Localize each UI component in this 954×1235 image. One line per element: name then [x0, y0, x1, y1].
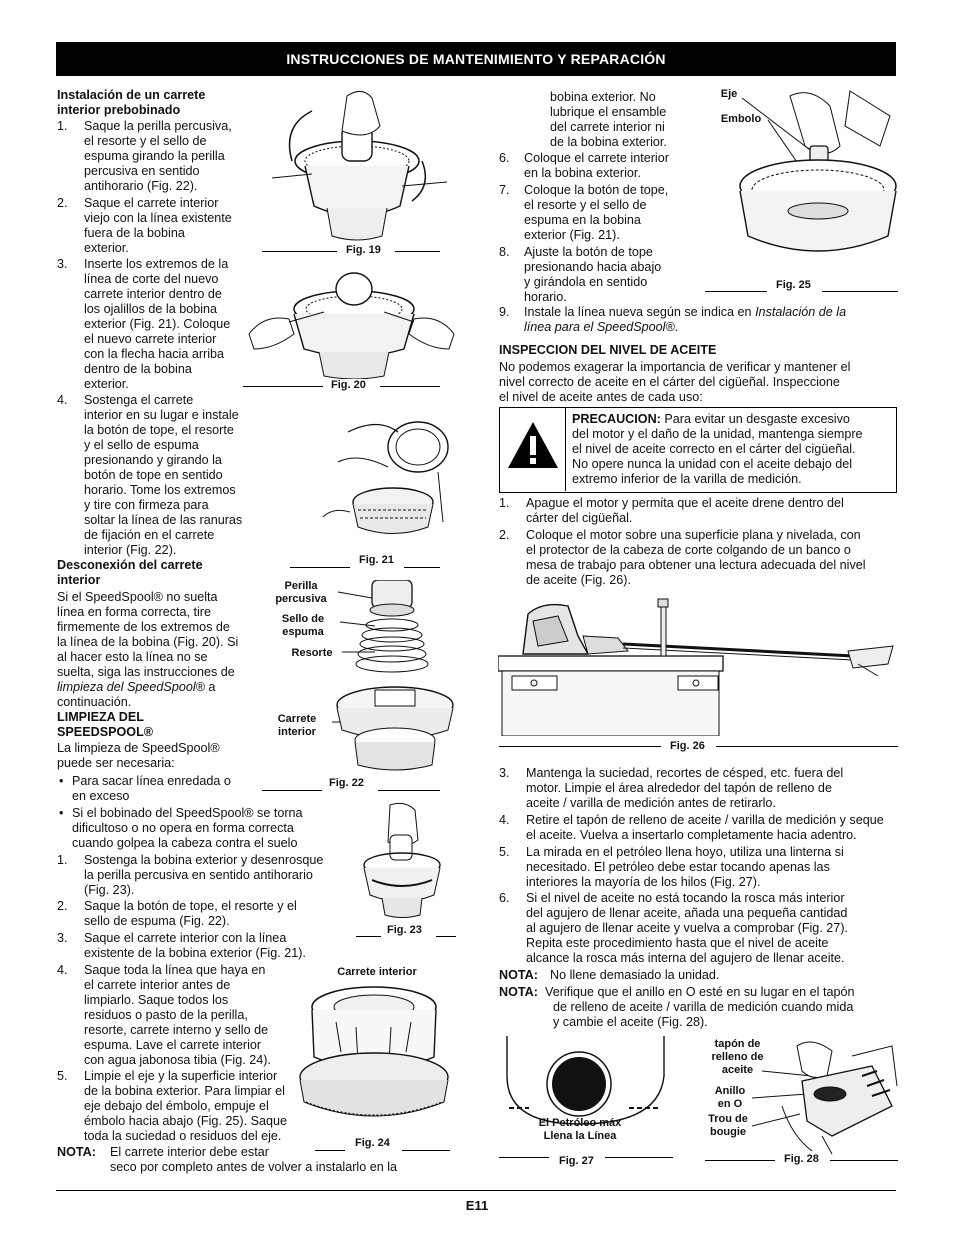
oil-step-4: 4. Retire el tapón de relleno de aceite / varilla de medición y seque el aceite. Vuelva a insertarlo completamente hacia adentro. [499, 813, 884, 842]
caution-text: PRECAUCION: Para evitar un desgaste excesivo del motor y el daño de la unidad, mantenga siempre el nivel de aceite correcto en el cárter del cigüeñal. No opere nunca la unidad con el aceite debajo del extremo inferior de la varilla de medición. [572, 412, 863, 486]
label-perilla-percusiva: Perilla percusiva [275, 580, 327, 605]
fig23-caption: Fig. 23 [387, 924, 422, 936]
label-carrete-interior: Carrete interior [277, 713, 317, 738]
note-dry: NOTA: El carrete interior debe estar seco por completo antes de volver a instalarlo en la [57, 1145, 398, 1174]
fig21-caption: Fig. 21 [359, 554, 394, 566]
fig28-rule-right [830, 1160, 898, 1161]
fig24-rule-left [315, 1150, 345, 1151]
fig20-caption: Fig. 20 [331, 379, 366, 391]
fig24-caption: Fig. 24 [355, 1137, 390, 1149]
oil-step-3: 3. Mantenga la suciedad, recortes de césped, etc. fuera del motor. Limpie el área alrededor del tapón de relleno de aceite / varilla de medición antes de retirarlo. [499, 766, 844, 810]
label-eje: Eje [720, 88, 738, 100]
caution-box [499, 407, 897, 493]
label-resorte: Resorte [291, 647, 333, 659]
clean-step-3: 3. Saque el carrete interior con la línea existente de la bobina exterior (Fig. 21). [57, 931, 306, 960]
continued-text: bobina exterior. No lubrique el ensamble del carrete interior ni de la bobina exterior. [550, 90, 667, 149]
fig28-rule-left [705, 1160, 775, 1161]
label-anillo: Anillo en O [714, 1085, 746, 1110]
clean-step-4: 4. Saque toda la línea que haya en el carrete interior antes de limpiarlo. Saque todos los residuos o pasto de la perilla, resorte, carrete interno y sello de espuma. Lave el carrete interior con agua jabonosa tibia (Fig. 24). [57, 963, 271, 1067]
clean-step-2: 2. Saque la botón de tope, el resorte y el sello de espuma (Fig. 22). [57, 899, 297, 928]
fig22-rule-left [262, 790, 322, 791]
clean-step-5: 5. Limpie el eje y la superficie interior de la bobina exterior. Para limpiar el eje debajo del émbolo, empuje el émbolo hacia abajo (Fig. 25). Saque toda la suciedad o residuos del eje. [57, 1069, 288, 1143]
fig27-rule-left [499, 1157, 549, 1158]
fig25-rule-right [822, 291, 898, 292]
install-title: Instalación de un carrete interior prebobinado [57, 88, 206, 117]
fig26-rule-left [499, 746, 661, 747]
cleaning-intro: La limpieza de SpeedSpool® puede ser necesaria: [57, 741, 220, 770]
fig19-caption: Fig. 19 [346, 244, 381, 256]
install-step-3: 3. Inserte los extremos de la línea de corte del nuevo carrete interior dentro de los ojalillos de la bobina exterior (Fig. 21). Coloque el nuevo carrete interior con la flecha hacia arriba dentro de la bobina exterior. [57, 257, 231, 391]
install-step-4: 4. Sostenga el carrete interior en su lugar e instale la botón de tope, el resorte y el sello de espuma presionando y girando la botón de tope en sentido horario. Tome los extremos y tire con firmeza para soltar la línea de las ranuras de fijación en el carrete interior (Fig. 22). [57, 393, 243, 557]
fig22-illustration [330, 580, 460, 772]
fig20-rule-right [380, 386, 440, 387]
label-embolo: Embolo [720, 113, 762, 125]
disconnect-paragraph: Si el SpeedSpool® no suelta línea en forma correcta, tire firmemente de los extremos de la línea de la bobina (Fig. 20). Si al hacer esto la línea no se suelta, siga las instrucciones de limpieza del SpeedSpool® a continuación. [57, 590, 239, 709]
oil-step-2: 2. Coloque el motor sobre una superficie plana y nivelada, con el protector de la cabeza de corte colgando de un banco o mesa de trabajo para obtener una lectura adecuada del nivel de aceite (Fig. 26). [499, 528, 866, 587]
fig26-illustration [498, 596, 898, 736]
oil-title: INSPECCION DEL NIVEL DE ACEITE [499, 343, 717, 357]
fig23-rule-left [356, 936, 381, 937]
fig26-rule-right [716, 746, 898, 747]
fig21-illustration [318, 412, 458, 552]
bullet-1: • Para sacar línea enredada o en exceso [59, 774, 231, 803]
install-step-1: 1. Saque la perilla percusiva, el resorte y el sello de espuma girando la perilla percusiva en sentido antihorario (Fig. 22). [57, 119, 232, 193]
fig27-illustration [499, 1036, 674, 1126]
fig20-rule-left [243, 386, 323, 387]
oil-step-5: 5. La mirada en el petróleo llena hoyo, utiliza una linterna si necesitado. El petróleo debe estar tocando apenas las interiores la mayoría de los hilos (Fig. 27). [499, 845, 844, 889]
oil-intro: No podemos exagerar la importancia de verificar y mantener el nivel correcto de aceite en el cárter del cigüeñal. Inspeccione el nivel de aceite antes de cada uso: [499, 360, 851, 404]
label-carrete-interior-24: Carrete interior [337, 966, 417, 978]
fig19-rule-left [262, 251, 337, 252]
fig21-rule-left [290, 567, 350, 568]
oil-step-1: 1. Apague el motor y permita que el aceite drene dentro del cárter del cigüeñal. [499, 496, 844, 525]
fig24-rule-right [402, 1150, 450, 1151]
right-step-8: 8. Ajuste la botón de tope presionando hacia abajo y girándola en sentido horario. [499, 245, 662, 304]
oil-step-6: 6. Si el nivel de aceite no está tocando la rosca más interior del agujero de llenar aceite, añada una pequeña cantidad al agujero de llenar aceite y vuelva a comprobar (Fig. 27). Repita este procedimiento hasta que el nivel de aceite alcance la rosca más interna del agujero de llenar aceite. [499, 891, 849, 965]
section-header: INSTRUCCIONES DE MANTENIMIENTO Y REPARACIÓN [56, 42, 896, 76]
right-step-6: 6. Coloque el carrete interior en la bobina exterior. [499, 151, 669, 180]
fig27-rule-right [605, 1157, 673, 1158]
right-step-7: 7. Coloque la botón de tope, el resorte y el sello de espuma en la bobina exterior (Fig. 21). [499, 183, 669, 242]
fig27-caption: Fig. 27 [559, 1155, 594, 1167]
fig26-caption: Fig. 26 [670, 740, 705, 752]
right-step-9: 9. Instale la línea nueva según se indica en Instalación de la línea para el SpeedSpool®. [499, 305, 847, 334]
fig25-illustration [730, 86, 900, 276]
label-trou: Trou de bougie [708, 1113, 748, 1138]
fig23-rule-right [436, 936, 456, 937]
fig25-caption: Fig. 25 [776, 279, 811, 291]
clean-step-1: 1. Sostenga la bobina exterior y desenrosque la perilla percusiva en sentido antihorario (Fig. 23). [57, 853, 324, 897]
page-number: E11 [465, 1198, 489, 1213]
bullet-2: • Si el bobinado del SpeedSpool® se torna dificultoso o no opera en forma correcta cuando golpea la cabeza contra el suelo [59, 806, 303, 850]
fig22-caption: Fig. 22 [329, 777, 364, 789]
warning-icon-cell [500, 408, 566, 491]
note-overfill: NOTA: No llene demasiado la unidad. [499, 968, 720, 982]
fig23-illustration [360, 800, 445, 918]
label-sello-espuma: Sello de espuma [281, 613, 325, 638]
install-step-2: 2. Saque el carrete interior viejo con la línea existente fuera de la bobina exterior. [57, 196, 232, 255]
label-petroleo: El Petróleo máx Llena la Línea [538, 1117, 622, 1142]
fig21-rule-right [404, 567, 440, 568]
fig20-illustration [244, 264, 459, 379]
fig28-caption: Fig. 28 [784, 1153, 819, 1165]
fig22-rule-right [378, 790, 440, 791]
warning-triangle-icon [506, 420, 560, 470]
fig28-illustration [752, 1036, 898, 1156]
label-tapon: tapón de relleno de aceite [711, 1038, 764, 1076]
cleaning-title: LIMPIEZA DEL SPEEDSPOOL® [57, 710, 154, 739]
note-oring: NOTA: Verifique que el anillo en O esté en su lugar en el tapón de relleno de aceite / varilla de medición cuando mida y cambie el aceite (Fig. 28). [499, 985, 855, 1029]
fig25-rule-left [705, 291, 767, 292]
disconnect-title: Desconexión del carrete interior [57, 558, 203, 587]
fig19-rule-right [395, 251, 440, 252]
fig19-illustration [272, 86, 452, 246]
footer-rule [56, 1190, 896, 1191]
fig24-illustration [296, 982, 451, 1132]
